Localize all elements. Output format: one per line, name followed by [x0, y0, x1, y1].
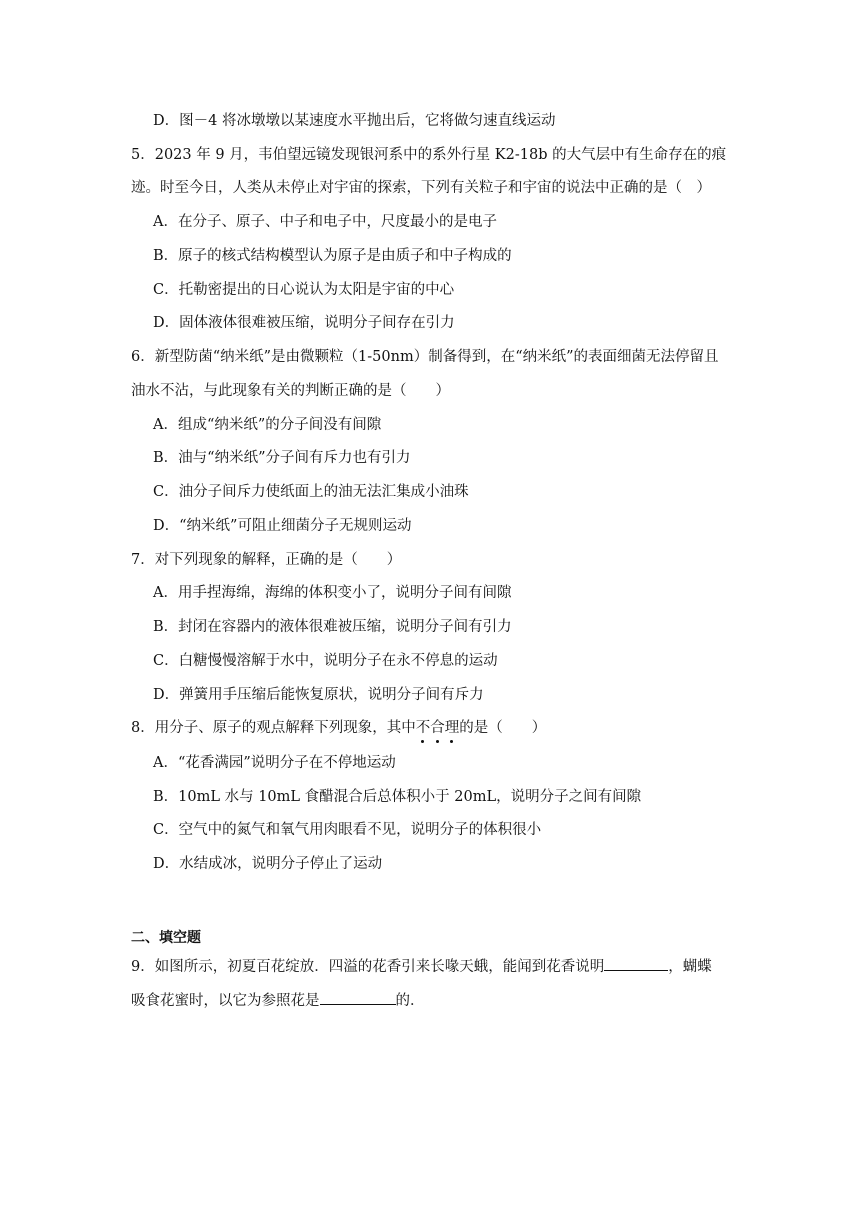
q5-stem-line1: 5．2023 年 9 月，韦伯望远镜发现银河系中的系外行星 K2-18b 的大气层中有生命存在的痕	[131, 147, 727, 163]
q4-option-d: D．图－4 将冰墩墩以某速度水平抛出后，它将做匀速直线运动	[153, 113, 556, 129]
q7-stem: 7．对下列现象的解释，正确的是（ ）	[131, 552, 402, 568]
q9-answer-blank-1[interactable]	[604, 956, 668, 971]
q6-option-c: C．油分子间斥力使纸面上的油无法汇集成小油珠	[153, 484, 469, 500]
q9-stem-line1	[131, 956, 712, 977]
q8-stem-emphasis	[416, 720, 460, 736]
section-title: 二、填空题	[131, 930, 201, 946]
q9-stem-line2	[131, 990, 425, 1011]
q8-stem	[131, 718, 546, 738]
q6-stem-line2: 油水不沾，与此现象有关的判断正确的是（ ）	[131, 383, 450, 399]
q7-option-a: A．用手捏海绵，海绵的体积变小了，说明分子间有间隙	[153, 585, 512, 601]
q8-option-d: D．水结成冰，说明分子停止了运动	[153, 856, 383, 872]
q6-option-d: D．“纳米纸”可阻止细菌分子无规则运动	[153, 518, 412, 534]
q7-option-b: B．封闭在容器内的液体很难被压缩，说明分子间有引力	[153, 619, 512, 635]
emphasis-char: 合	[430, 720, 445, 736]
q8-option-a: A．“花香满园”说明分子在不停地运动	[153, 755, 396, 771]
q9-line2-suffix: 的．	[395, 993, 425, 1009]
q6-stem-line1: 6．新型防菌“纳米纸”是由微颗粒（1-50nm）制备得到，在“纳米纸”的表面细菌无法停留且	[131, 349, 719, 365]
q7-option-d: D．弹簧用手压缩后能恢复原状，说明分子间有斥力	[153, 687, 484, 703]
q6-option-b: B．油与“纳米纸”分子间有斥力也有引力	[153, 450, 411, 466]
q5-stem-line2: 迹。时至今日，人类从未停止对宇宙的探索，下列有关粒子和宇宙的说法中正确的是（ ）	[131, 180, 711, 196]
q5-option-a: A．在分子、原子、中子和电子中，尺度最小的是电子	[153, 214, 497, 230]
q9-line1-prefix: 9．如图所示，初夏百花绽放．四溢的花香引来长喙天蛾，能闻到花香说明	[131, 959, 605, 975]
emphasis-char: 理	[444, 720, 460, 736]
q8-option-b: B．10mL 水与 10mL 食醋混合后总体积小于 20mL，说明分子之间有间隙	[153, 789, 642, 805]
q5-option-c: C．托勒密提出的日心说认为太阳是宇宙的中心	[153, 282, 455, 298]
emphasis-char: 不	[415, 720, 431, 736]
q5-option-d: D．固体液体很难被压缩，说明分子间存在引力	[153, 315, 455, 331]
q8-option-c: C．空气中的氮气和氧气用肉眼看不见，说明分子的体积很小	[153, 822, 542, 838]
q8-stem-prefix: 8．用分子、原子的观点解释下列现象，其中	[131, 720, 416, 736]
q9-line2-prefix: 吸食花蜜时，以它为参照花是	[131, 993, 320, 1009]
q9-line1-suffix: ，蝴蝶	[668, 959, 712, 975]
q9-answer-blank-2[interactable]	[320, 990, 396, 1005]
q6-option-a: A．组成“纳米纸”的分子间没有间隙	[153, 417, 382, 433]
q8-stem-suffix: 的是（ ）	[459, 720, 547, 736]
q5-option-b: B．原子的核式结构模型认为原子是由质子和中子构成的	[153, 248, 512, 264]
q7-option-c: C．白糖慢慢溶解于水中，说明分子在永不停息的运动	[153, 653, 498, 669]
